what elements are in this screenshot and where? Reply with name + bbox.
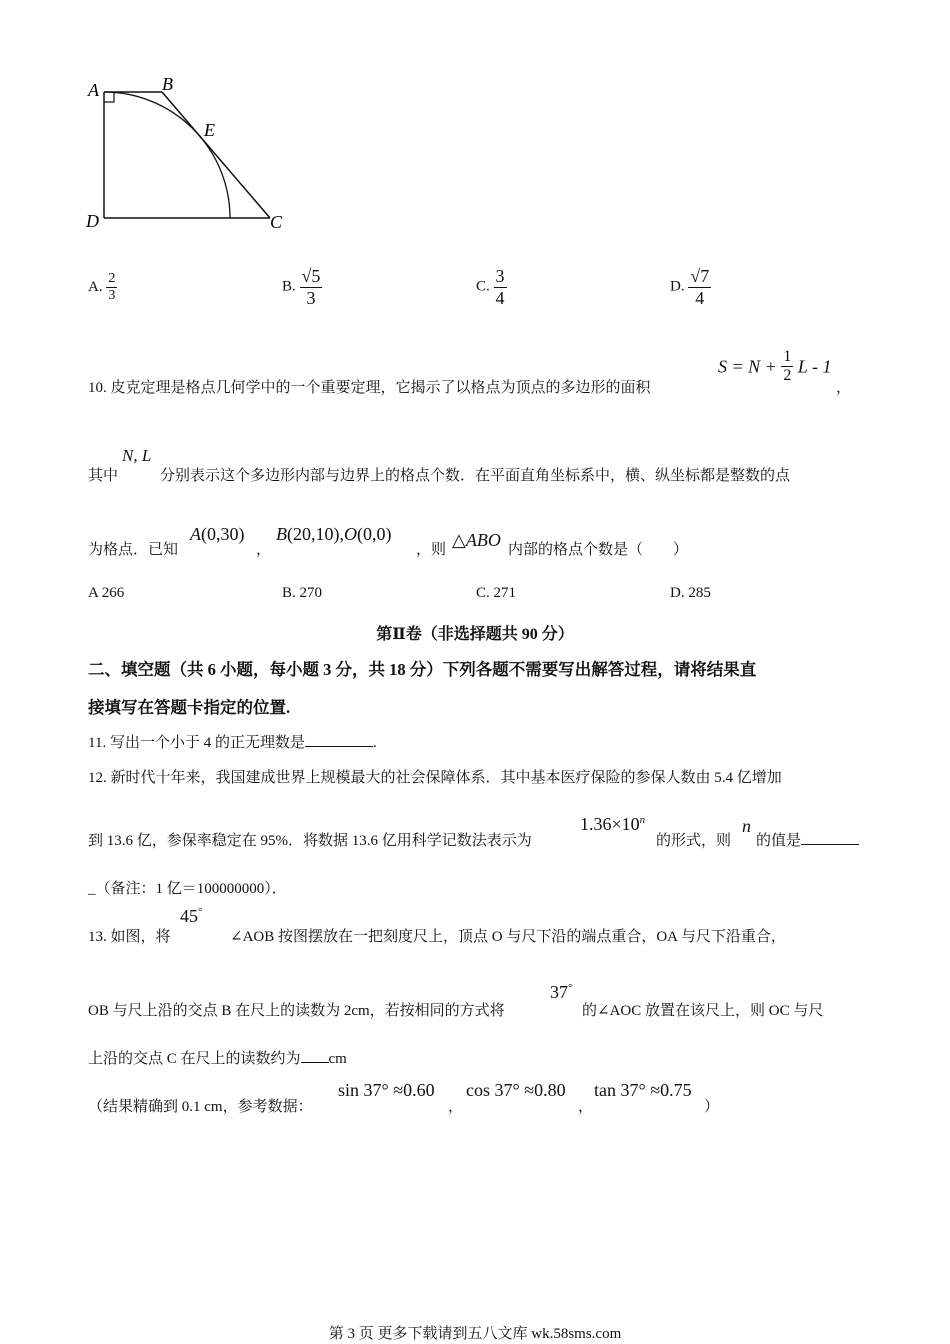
q10-line2: 其中 bbox=[88, 468, 119, 484]
q12-line2-mid: 的形式，则 bbox=[656, 833, 732, 849]
q10-point-a: A(0,30) bbox=[190, 524, 245, 544]
arc-AE bbox=[104, 92, 230, 218]
q10-formula: S = N + $\frac{1}{2}$ L - 1 bbox=[718, 348, 832, 385]
q10-option-a[interactable]: A 266 bbox=[88, 585, 125, 601]
q13-line4: （结果精确到 0.1 cm，参考数据： bbox=[88, 1099, 313, 1115]
label-E: E bbox=[204, 120, 215, 140]
ref-comma1: ， bbox=[448, 1099, 464, 1115]
q13-line1: 13. 如图，将 bbox=[88, 929, 171, 945]
label-A: A bbox=[88, 80, 99, 100]
q12-line3: _（备注：1 亿＝100000000）． bbox=[88, 881, 287, 897]
segment-BC bbox=[162, 92, 270, 218]
fraction: $\frac{2}{3}$ bbox=[108, 271, 116, 304]
q13-line2: OB 与尺上沿的交点 B 在尺上的读数为 2cm，若按相同的方式将 bbox=[88, 1003, 505, 1019]
label-D: D bbox=[86, 211, 99, 231]
fraction: $\frac{√5}{3}$ bbox=[301, 266, 321, 308]
q10-triangle: △ABO bbox=[452, 530, 501, 550]
ref-comma2: ， bbox=[578, 1099, 594, 1115]
q12-line2-post: 的值是 bbox=[756, 829, 859, 850]
part2-title: 第Ⅱ卷（非选择题共 90 分） bbox=[376, 626, 574, 643]
q10-points-bo: B(20,10),O(0,0) bbox=[276, 524, 392, 544]
q13-line4-end: ） bbox=[704, 1099, 720, 1115]
fraction: $\frac{√7}{4}$ bbox=[690, 266, 710, 308]
q13-angle-45: 45° bbox=[180, 906, 203, 926]
answer-blank[interactable] bbox=[301, 1048, 329, 1063]
q10-option-c[interactable]: C. 271 bbox=[476, 585, 517, 601]
ref-sin: sin 37° ≈0.60 bbox=[338, 1080, 435, 1100]
q12-line2: 到 13.6 亿，参保率稳定在 95%．将数据 13.6 亿用科学记数法表示为 bbox=[88, 833, 532, 849]
fraction-half: $\frac{1}{2}$ bbox=[783, 348, 792, 385]
q9-option-c[interactable]: C. $\frac{3}{4}$ bbox=[476, 266, 505, 308]
q10-line1-end: ， bbox=[836, 380, 852, 396]
label-C: C bbox=[270, 212, 283, 232]
ref-cos: cos 37° ≈0.80 bbox=[466, 1080, 566, 1100]
q12-line1: 12. 新时代十年来，我国建成世界上规模最大的社会保障体系．其中基本医疗保险的参保人数由 5.4 亿增加 bbox=[88, 770, 782, 786]
geometry-figure bbox=[80, 70, 300, 240]
label-B: B bbox=[162, 74, 173, 94]
q9-option-a[interactable]: A. $\frac{2}{3}$ bbox=[88, 271, 116, 304]
q13-line1-post: ∠AOB 按图摆放在一把刻度尺上，顶点 O 与尺下沿的端点重合，OA 与尺下沿重合， bbox=[230, 929, 786, 945]
ref-tan: tan 37° ≈0.75 bbox=[594, 1080, 692, 1100]
q13-angle-37: 37° bbox=[550, 982, 573, 1002]
q13-line3: 上沿的交点 C 在尺上的读数约为 cm bbox=[88, 1047, 347, 1068]
q10-line3: 为格点．已知 bbox=[88, 542, 179, 558]
answer-blank[interactable] bbox=[305, 732, 373, 747]
q10-vars-nl: N, L bbox=[122, 446, 152, 465]
section-heading-line1: 二、填空题（共 6 小题，每小题 3 分，共 18 分）下列各题不需要写出解答过程，请将结果直 bbox=[88, 660, 757, 679]
q11: 11. 写出一个小于 4 的正无理数是 . bbox=[88, 731, 377, 752]
q10-sep1: ， bbox=[256, 542, 272, 558]
q13-line2-post: 的∠AOC 放置在该尺上，则 OC 与尺 bbox=[582, 1003, 824, 1019]
q12-sci-notation: $1.36\times 10^n$ bbox=[580, 814, 646, 834]
q9-option-b[interactable]: B. $\frac{√5}{3}$ bbox=[282, 266, 321, 308]
page-footer: 第 3 页 更多下载请到五八文库 wk.58sms.com bbox=[328, 1326, 622, 1342]
answer-blank[interactable] bbox=[801, 830, 859, 845]
q12-var-n: n bbox=[742, 816, 751, 836]
q9-option-d[interactable]: D. $\frac{√7}{4}$ bbox=[670, 266, 710, 308]
q10-option-b[interactable]: B. 270 bbox=[282, 585, 323, 601]
q10-line1: 10. 皮克定理是格点几何学中的一个重要定理，它揭示了以格点为顶点的多边形的面积 bbox=[88, 380, 651, 396]
q10-line3-post: 内部的格点个数是（ ） bbox=[508, 542, 689, 558]
q10-line2-post: 分别表示这个多边形内部与边界上的格点个数．在平面直角坐标系中，横、纵坐标都是整数的点 bbox=[160, 468, 791, 484]
q10-option-d[interactable]: D. 285 bbox=[670, 585, 711, 601]
q10-line3-mid: ，则 bbox=[416, 542, 447, 558]
section-heading-line2: 接填写在答题卡指定的位置. bbox=[88, 698, 291, 717]
fraction: $\frac{3}{4}$ bbox=[495, 266, 505, 308]
right-angle-mark bbox=[104, 92, 114, 102]
